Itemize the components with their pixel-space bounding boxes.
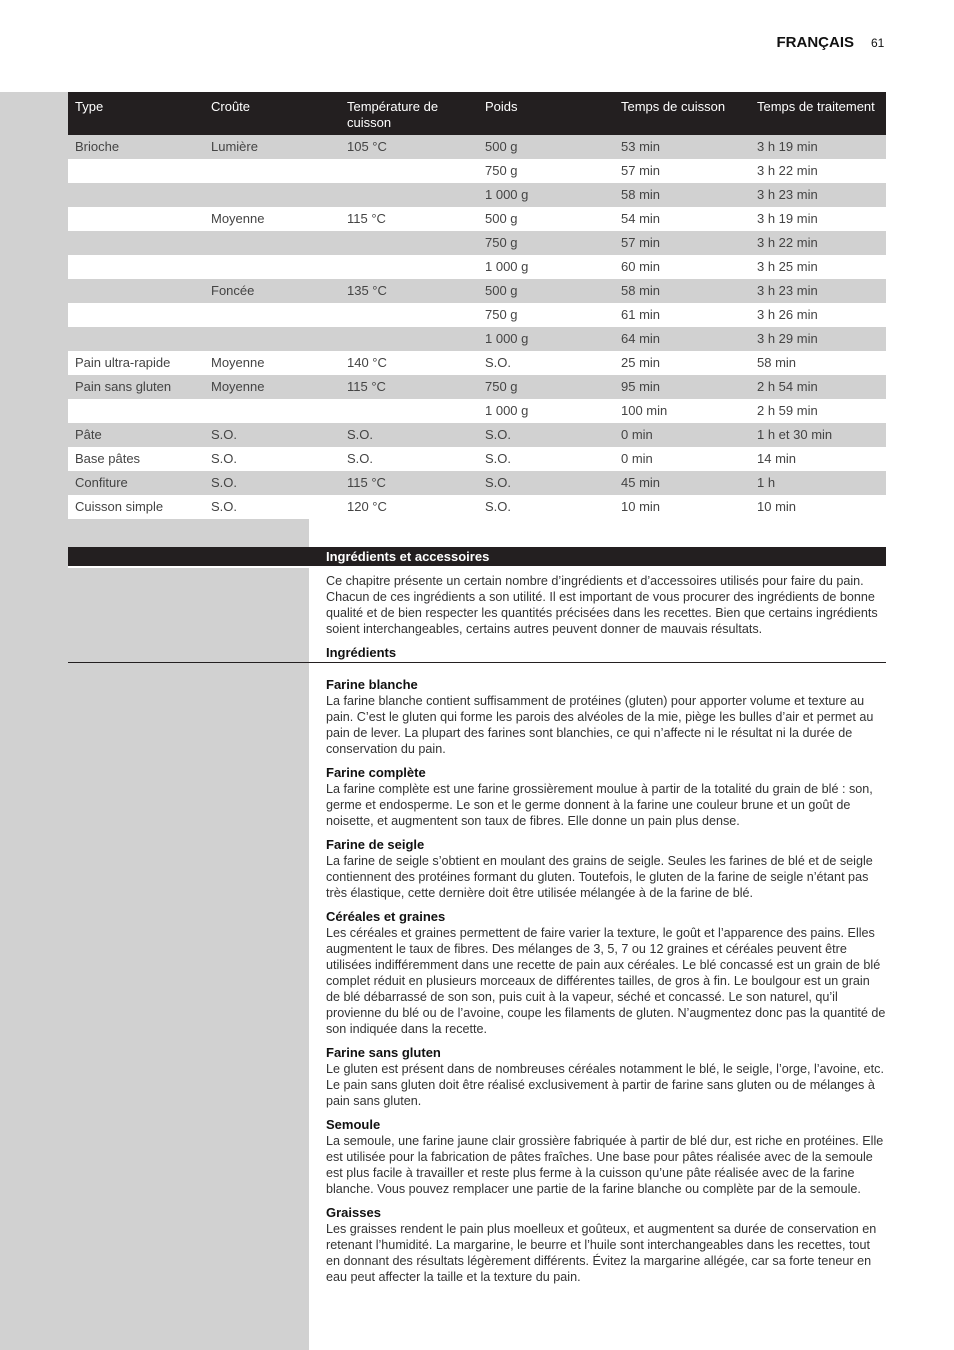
table-cell: 58 min (621, 187, 661, 202)
table-cell (204, 327, 340, 351)
ingredient-entry (326, 1045, 886, 1109)
table-cell: 140 °C (347, 355, 387, 370)
ingredient-entry (326, 1117, 886, 1197)
section-title: Ingrédients et accessoires (326, 549, 490, 564)
table-cell (204, 231, 340, 255)
table-cell: S.O. (347, 427, 374, 442)
table-cell: 1 h (757, 475, 776, 490)
table-cell: 10 min (757, 499, 797, 514)
table-cell (340, 183, 478, 207)
table-body (68, 135, 886, 519)
table-row (68, 495, 886, 519)
table-cell: Cuisson simple (75, 499, 164, 514)
table-cell: 750 g (485, 307, 518, 322)
table-cell: 54 min (621, 211, 661, 226)
table-cell: 750 g (485, 235, 518, 250)
table-cell (204, 399, 340, 423)
table-cell (204, 303, 340, 327)
entry-title: Graisses (326, 1205, 381, 1220)
entry-text: Les graisses rendent le pain plus moelleux et goûteux, et augmentent sa durée de conservation en retenant l’humidité. La margarine, le beurre et l’huile sont interchangeables dans les recettes, tout en donnant des résultats légèrement différents. Évitez la margarine allégée, car sa forte teneur en eau peut affecter la taille et la texture du pain. (326, 1222, 877, 1284)
table-cell: Lumière (211, 139, 258, 154)
column-header: Type (75, 99, 104, 114)
table-cell: 3 h 23 min (757, 283, 818, 298)
table-cell: Foncée (211, 283, 255, 298)
table-cell: 105 °C (347, 139, 387, 154)
table-cell (68, 279, 204, 303)
table-row (68, 303, 886, 327)
table-cell: S.O. (485, 475, 512, 490)
table-cell: S.O. (485, 499, 512, 514)
table-row (68, 231, 886, 255)
table-cell: S.O. (485, 427, 512, 442)
table-cell: 3 h 26 min (757, 307, 818, 322)
table-row (68, 207, 886, 231)
table-cell: 45 min (621, 475, 661, 490)
table-cell: 3 h 22 min (757, 235, 818, 250)
table-cell: Base pâtes (75, 451, 141, 466)
page-number: 61 (871, 36, 885, 50)
table-cell: 1 000 g (485, 259, 529, 274)
entry-text: La farine de seigle s’obtient en moulant des grains de seigle. Seules les farines de blé et de seigle contiennent des protéines formant du gluten. Toutefois, le gluten de la farine de seigle n’étant pas très élastique, cette dernière doit être utilisée mélangée à de la farine de blé. (326, 854, 873, 900)
table-cell: 58 min (621, 283, 661, 298)
table-cell: 115 °C (347, 475, 386, 490)
table-cell (204, 255, 340, 279)
table-cell (68, 231, 204, 255)
column-header: Temps de traitement (757, 99, 875, 114)
table-cell: 53 min (621, 139, 661, 154)
table-row (68, 279, 886, 303)
table-cell: 57 min (621, 235, 661, 250)
table-cell (204, 183, 340, 207)
table-cell (340, 231, 478, 255)
divider (68, 662, 886, 663)
table-cell (204, 159, 340, 183)
table-cell (340, 159, 478, 183)
table-row (68, 255, 886, 279)
section-bar-gap (68, 566, 309, 568)
table-cell: 120 °C (347, 499, 387, 514)
section-title-bar (68, 547, 886, 566)
table-cell: S.O. (211, 451, 238, 466)
table-cell: Moyenne (211, 355, 265, 370)
table-cell: 10 min (621, 499, 661, 514)
ingredient-entry (326, 1205, 886, 1285)
table-row (68, 351, 886, 375)
language-heading: FRANÇAIS (776, 34, 854, 51)
table-cell: 60 min (621, 259, 661, 274)
table-cell: Brioche (75, 139, 120, 154)
intro-paragraph: Ce chapitre présente un certain nombre d’ingrédients et d’accessoires utilisés pour faire du pain. Chacun de ces ingrédients a son utilité. Il est important de vous procurer des ingrédients de bonne qualité et de bien respecter les quantités précisées dans les recettes. Bien que certains ingrédients soient interchangeables, certains autres peuvent donner de mauvais résultats. (326, 574, 878, 636)
table-cell: 115 °C (347, 379, 386, 394)
table-cell: S.O. (347, 451, 374, 466)
table-cell: 1 h et 30 min (757, 427, 833, 442)
table-cell (340, 327, 478, 351)
table-cell (68, 255, 204, 279)
entry-title: Farine de seigle (326, 837, 425, 852)
entry-text: La semoule, une farine jaune clair grossière fabriquée à partir de blé dur, est riche en protéines. Elle est utilisée pour la fabrication de pâtes fraîches. Une base pour pâtes réalisée avec de la semoule est plus facile à travailler et reste plus ferme à la cuisson qu’une pâte réalisée avec de la farine blanche. Vous pouvez remplacer une partie de la farine blanche ou complète par de la semoule. (326, 1134, 884, 1196)
table-cell (340, 399, 478, 423)
table-cell: 2 h 54 min (757, 379, 818, 394)
table-cell: Confiture (75, 475, 128, 490)
ingredient-entry (326, 677, 886, 757)
table-cell: Pain ultra-rapide (75, 355, 171, 370)
entry-title: Semoule (326, 1117, 381, 1132)
ingredient-entry (326, 909, 886, 1037)
table-cell: 64 min (621, 331, 661, 346)
table-row (68, 375, 886, 399)
table-row (68, 159, 886, 183)
table-cell: S.O. (485, 355, 512, 370)
table-cell (68, 327, 204, 351)
table-cell: S.O. (211, 427, 238, 442)
table-cell (68, 303, 204, 327)
table-cell: Pain sans gluten (75, 379, 172, 394)
table-cell: 1 000 g (485, 403, 529, 418)
table-cell (68, 399, 204, 423)
ingredient-entry (326, 837, 886, 901)
table-cell: 135 °C (347, 283, 387, 298)
table-cell: 3 h 22 min (757, 163, 818, 178)
table-cell (68, 207, 204, 231)
table-cell: 500 g (485, 211, 518, 226)
table-cell (340, 303, 478, 327)
table-cell: 57 min (621, 163, 661, 178)
entry-text: Les céréales et graines permettent de faire varier la texture, le goût et l’apparence des pains. Elles augmentent le taux de fibres. Des mélanges de 3, 5, 7 ou 12 graines et céréales peuvent être utilisées indifféremment dans une recette de pain aux céréales. Le blé concassé est un grain de blé complet réduit en plusieurs morceaux de différentes tailles, de gros à fin. Le boulgour est un grain de blé débarrassé de son son, puis cuit à la vapeur, séché et concassé. Le son naturel, qu’il provienne du blé ou de l’avoine, coupe les filaments de gluten. N’augmentez donc pas la quantité de son indiquée dans la recette. (326, 926, 886, 1036)
table-cell: 3 h 23 min (757, 187, 818, 202)
table-row (68, 399, 886, 423)
column-header: Temps de cuisson (621, 99, 726, 114)
table-row (68, 135, 886, 159)
table-cell: 0 min (621, 451, 653, 466)
table-cell: 95 min (621, 379, 661, 394)
entry-title: Céréales et graines (326, 909, 446, 924)
entry-title: Farine complète (326, 765, 426, 780)
entry-title: Farine sans gluten (326, 1045, 441, 1060)
table-row (68, 447, 886, 471)
table-cell: 2 h 59 min (757, 403, 818, 418)
entry-text: La farine complète est une farine grossièrement moulue à partir de la totalité du grain de blé : son, germe et endosperme. Le son et le germe donnent à la farine une couleur brune et un goût de noisette, et augmentent son taux de fibres. Elle donne un pain plus dense. (326, 782, 873, 828)
section-intro (326, 573, 886, 637)
table-cell: S.O. (485, 451, 512, 466)
ingredient-entries (326, 677, 886, 1293)
table-row (68, 423, 886, 447)
entry-text: Le gluten est présent dans de nombreuses céréales notamment le blé, le seigle, l’orge, l’avoine, etc. Le pain sans gluten doit être réalisé exclusivement à partir de farine sans gluten ou de mélanges à pain sans gluten. (326, 1062, 884, 1108)
column-header: Poids (485, 99, 518, 114)
table-cell: 3 h 19 min (757, 211, 818, 226)
table-cell: 14 min (757, 451, 797, 466)
table-cell: 100 min (621, 403, 668, 418)
table-cell: 58 min (757, 355, 797, 370)
table-cell (68, 183, 204, 207)
entry-title: Farine blanche (326, 677, 418, 692)
table-cell: 500 g (485, 139, 518, 154)
table-cell: 25 min (621, 355, 661, 370)
table-cell: S.O. (211, 499, 238, 514)
ingredients-subheading: Ingrédients (326, 645, 397, 660)
table-cell: 750 g (485, 163, 518, 178)
column-header: Croûte (211, 99, 251, 114)
column-header: Température de cuisson (347, 99, 439, 130)
ingredient-entry (326, 765, 886, 829)
table-cell: Moyenne (211, 211, 265, 226)
table-header (68, 92, 886, 135)
table-cell: 3 h 19 min (757, 139, 818, 154)
baking-table (68, 92, 886, 519)
table-row (68, 327, 886, 351)
table-cell: 3 h 25 min (757, 259, 818, 274)
table-cell: Pâte (75, 427, 102, 442)
table-cell: 61 min (621, 307, 661, 322)
table-cell: 1 000 g (485, 331, 529, 346)
table-cell: 115 °C (347, 211, 386, 226)
table-cell (68, 159, 204, 183)
table-cell: 3 h 29 min (757, 331, 818, 346)
table-cell: 500 g (485, 283, 518, 298)
table-cell (340, 255, 478, 279)
table-cell: S.O. (211, 475, 238, 490)
table-cell: 1 000 g (485, 187, 529, 202)
table-row (68, 183, 886, 207)
table-cell: Moyenne (211, 379, 265, 394)
table-cell: 750 g (485, 379, 518, 394)
table-cell: 0 min (621, 427, 653, 442)
table-row (68, 471, 886, 495)
entry-text: La farine blanche contient suffisamment de protéines (gluten) pour apporter volume et texture au pain. C’est le gluten qui forme les parois des alvéoles de la mie, piège les bulles d’air et permet au pain de lever. La plupart des farines sont blanchies, ce qui n’affecte ni le résultat ni la durée de conservation du pain. (326, 694, 874, 756)
